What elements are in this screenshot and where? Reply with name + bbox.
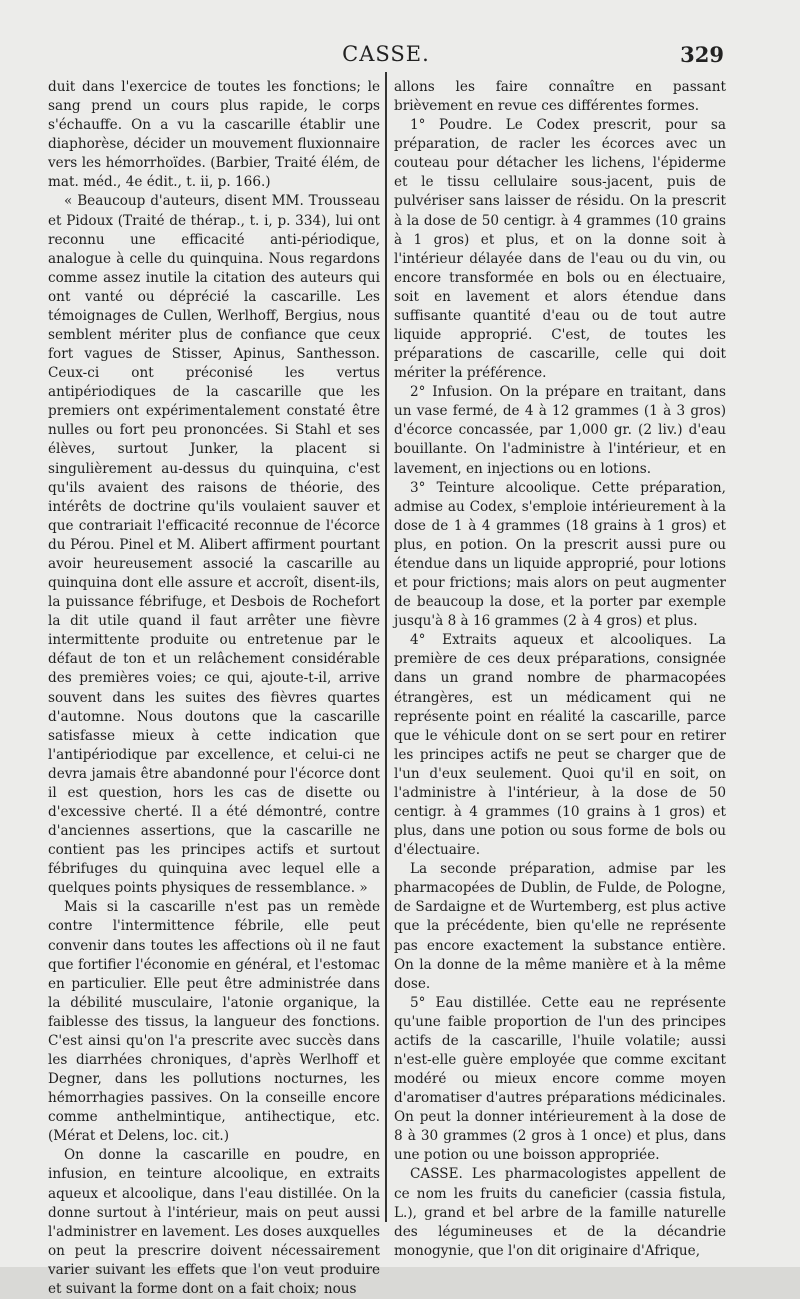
paragraph: 2° Infusion. On la prépare en traitant, dans un vase fermé, de 4 à 12 grammes (1 à 3 gros) d'écorce concassée, par 1,000 gr. (2 liv.) d'eau bouillante. On l'administre à l'intérieur, et en lavement, en injections ou en lotions. xyxy=(394,384,726,477)
paragraph: 1° Poudre. Le Codex prescrit, pour sa préparation, de racler les écorces avec un couteau pour détacher les lichens, l'épiderme et le tissu cellulaire sous-jacent, puis de pulvériser sans laisser de résidu. On la prescrit à la dose de 50 centigr. à 4 grammes (10 grains à 1 gros) et plus, et on la donne soit à l'intérieur délayée dans de l'eau ou du vin, ou encore transformée en bols ou en électuaire, soit en lavement et alors étendue dans suffisante quantité d'eau ou de tout autre liquide approprié. C'est, de toutes les préparations de cascarille, celle qui doit mériter la préférence. xyxy=(394,117,726,382)
paragraph: Mais si la cascarille n'est pas un remède contre l'intermittence fébrile, elle peut convenir dans toutes les affections où il ne faut que fortifier l'économie en général, et l'estomac en particulier. Elle peut être administrée dans la débilité musculaire, l'atonie organique, la faiblesse des tissus, la langueur des fonctions. C'est ainsi qu'on l'a prescrite avec succès dans les diarrhées chroniques, d'après Werlhoff et Degner, dans les pollutions nocturnes, les hémorrhagies passives. On la conseille encore comme anthelmintique, antihectique, etc. (Mérat et Delens, loc. cit.) xyxy=(48,899,380,1145)
running-title: CASSE. xyxy=(342,42,430,66)
left-column xyxy=(48,78,380,1297)
paragraph: 5° Eau distillée. Cette eau ne représente qu'une faible proportion de l'un des principes actifs de la cascarille, l'huile volatile; aussi n'est-elle guère employée que comme excitant modéré ou mieux encore comme moyen d'aromatiser d'autres préparations médicinales. On peut la donner intérieurement à la dose de 8 à 30 grammes (2 gros à 1 once) et plus, dans une potion ou une boisson appropriée. xyxy=(394,994,726,1164)
paragraph: duit dans l'exercice de toutes les fonctions; le sang prend un cours plus rapide, le corps s'échauffe. On a vu la cascarille établir une diaphorèse, décider un mouvement fluxionnaire vers les hémorrhoïdes. (Barbier, Traité élém, de mat. méd., 4e édit., t. ii, p. 166.) xyxy=(48,79,380,191)
column-divider xyxy=(385,72,387,1222)
paragraph: On donne la cascarille en poudre, en infusion, en teinture alcoolique, en extraits aqueux et alcoolique, dans l'eau distillée. On la donne surtout à l'intérieur, mais on peut aussi l'administrer en lavement. Les doses auxquelles on peut la prescrire doivent nécessairement varier suivant les effets que l'on veut produire et suivant la forme dont on a fait choix; nous xyxy=(48,1147,380,1297)
paragraph: allons les faire connaître en passant brièvement en revue ces différentes formes. xyxy=(394,79,726,115)
paragraph: « Beaucoup d'auteurs, disent MM. Trousseau et Pidoux (Traité de thérap., t. i, p. 334), lui ont reconnu une efficacité anti-périodique, analogue à celle du quinquina. Nous regardons comme assez inutile la citation des auteurs qui ont vanté ou déprécié la cascarille. Les témoignages de Cullen, Werlhoff, Bergius, nous semblent mériter plus de confiance que ceux fort vagues de Stisser, Apinus, Santhesson. Ceux-ci ont préconisé les vertus antipériodiques de la cascarille que les premiers ont expérimentalement constaté être nulles ou fort peu prononcées. Si Stahl et ses élèves, surtout Junker, la placent si singulièrement au-dessus du quinquina, c'est qu'ils avaient des raisons de théorie, des intérêts de doctrine qu'ils voulaient sauver et que contrariait l'efficacité reconnue de l'écorce du Pérou. Pinel et M. Alibert affirment pourtant avoir heureusement associé la cascarille au quinquina dont elle assure et accroît, disent-ils, la puissance fébrifuge, et Desbois de Rochefort la dit utile quand il faut arrêter une fièvre intermittente produite ou entretenue par le défaut de ton et un relâchement considérable des premières voies; ce qui, ajoute-t-il, arrive souvent dans les suites des fièvres quartes d'automne. Nous doutons que la cascarille satisfasse mieux à cette indication que l'antipériodique par excellence, et celui-ci ne devra jamais être abandonné pour l'écorce dont il est question, hors les cas de disette ou d'excessive cherté. Il a été démontré, contre d'anciennes assertions, que la cascarille ne contient pas les principes actifs et surtout fébrifuges du quinquina avec lequel elle a quelques points physiques de ressemblance. » xyxy=(48,193,380,897)
page-number: 329 xyxy=(680,42,724,67)
paragraph: 3° Teinture alcoolique. Cette préparation, admise au Codex, s'emploie intérieurement à la dose de 1 à 4 grammes (18 grains à 1 gros) et plus, en potion. On la prescrit aussi pure ou étendue dans un liquide approprié, pour lotions et pour frictions; mais alors on peut augmenter de beaucoup la dose, et la porter par exemple jusqu'à 8 à 16 grammes (2 à 4 gros) et plus. xyxy=(394,479,726,630)
running-header xyxy=(48,42,724,68)
paragraph: 4° Extraits aqueux et alcooliques. La première de ces deux préparations, consignée dans un grand nombre de pharmacopées étrangères, est un médicament qui ne représente point en réalité la cascarille, parce que le véhicule dont on se sert pour en retirer les principes actifs ne peut se charger que de l'un d'eux seulement. Quoi qu'il en soit, on l'administre à l'intérieur, à la dose de 50 centigr. à 4 grammes (10 grains à 1 gros) et plus, dans une potion ou sous forme de bols ou d'électuaire. xyxy=(394,632,726,859)
paragraph: CASSE. Les pharmacologistes appellent de ce nom les fruits du caneficier (cassia fistula, L.), grand et bel arbre de la famille naturelle des légumineuses et de la décandrie monogynie, que l'on dit originaire d'Afrique, xyxy=(394,1166,726,1259)
paragraph: La seconde préparation, admise par les pharmacopées de Dublin, de Fulde, de Pologne, de Sardaigne et de Wurtemberg, est plus active que la précédente, bien qu'elle ne représente pas encore exactement la substance entière. On la donne de la même manière et à la même dose. xyxy=(394,861,726,992)
right-column xyxy=(394,78,726,1259)
